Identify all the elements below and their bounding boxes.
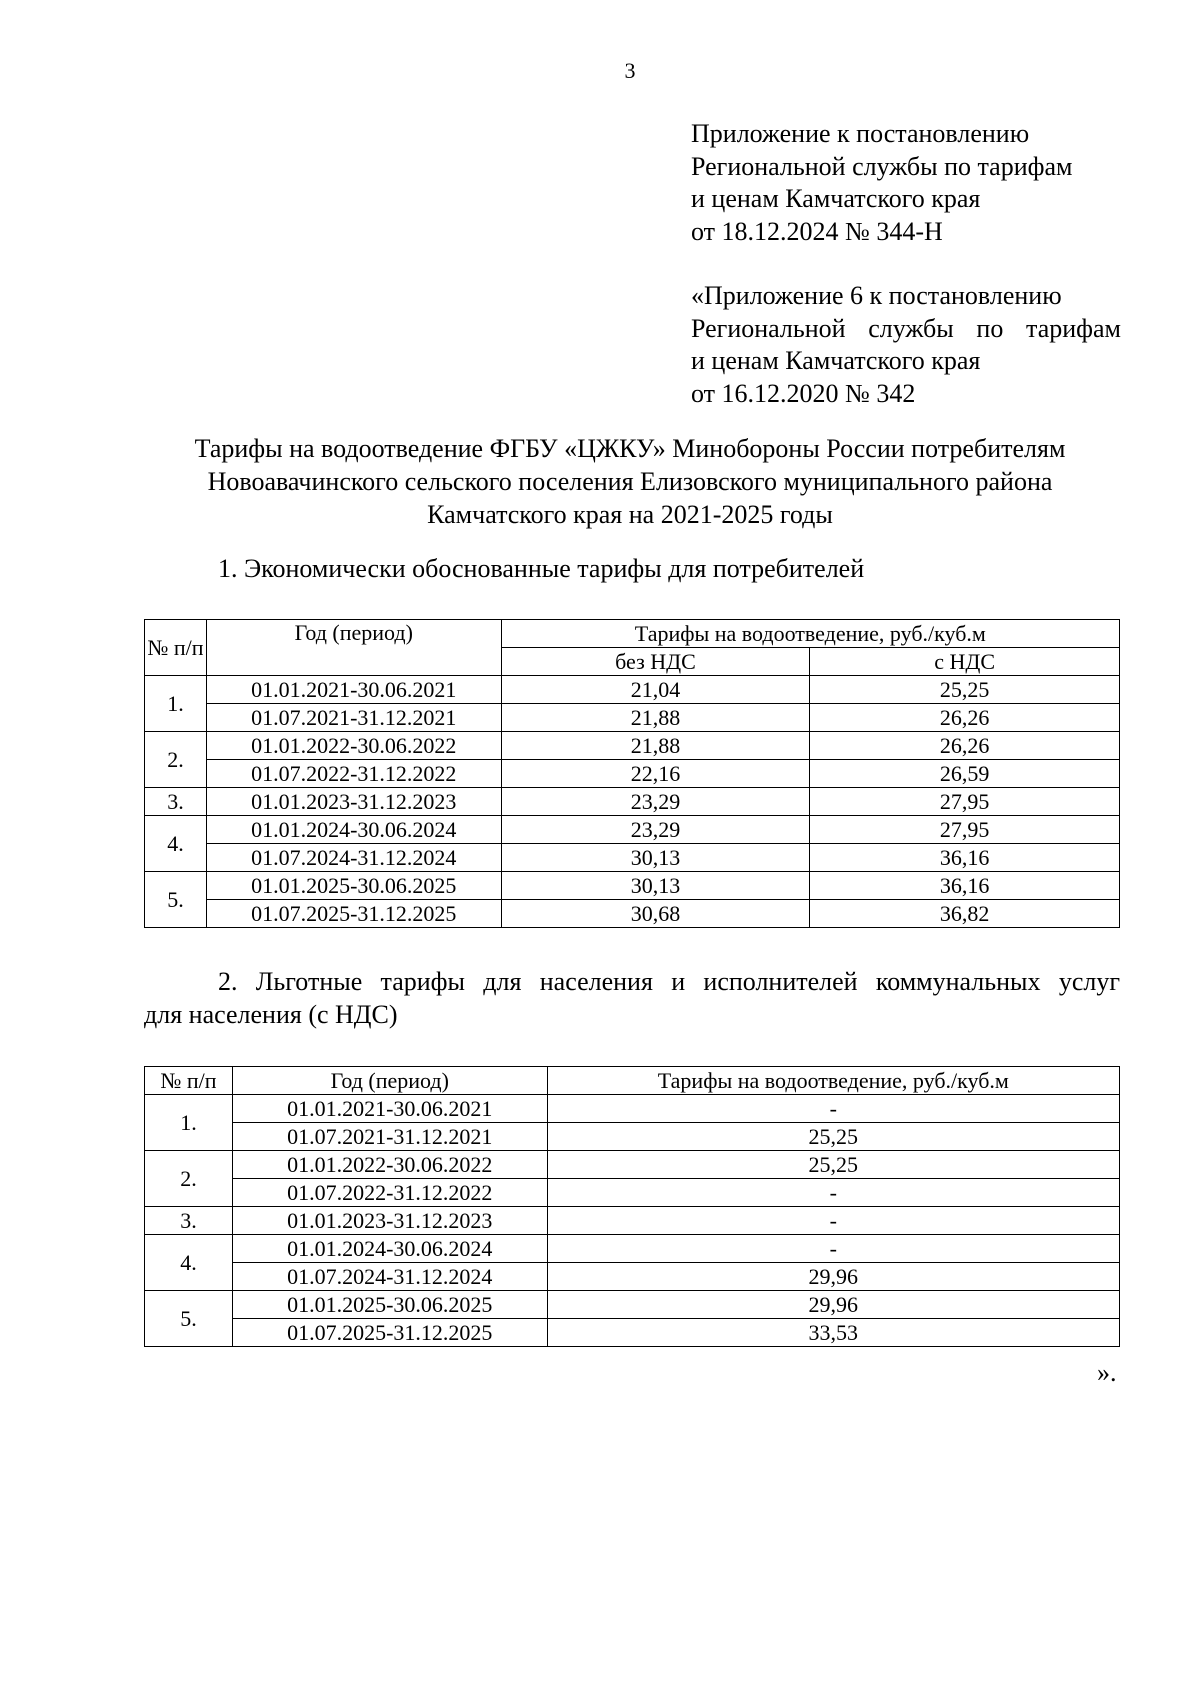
table-header-row xyxy=(145,1067,1120,1095)
document-title xyxy=(140,432,1120,531)
table-row xyxy=(145,1235,1120,1263)
tariff-with-vat-cell: 36,16 xyxy=(810,872,1120,900)
tariff-no-vat-cell: 30,13 xyxy=(501,872,810,900)
table-row xyxy=(145,676,1120,704)
tariff-cell: 25,25 xyxy=(547,1123,1119,1151)
table-header-row xyxy=(145,620,1120,648)
appendix-line: и ценам Камчатского края xyxy=(691,184,981,213)
period-cell: 01.07.2025-31.12.2025 xyxy=(232,1319,547,1347)
appendix-original xyxy=(691,280,1121,410)
appendix-line: Приложение к постановлению xyxy=(691,119,1030,148)
tariff-cell: 33,53 xyxy=(547,1319,1119,1347)
preferential-tariffs-table xyxy=(144,1066,1120,1347)
row-number: 2. xyxy=(145,1151,233,1207)
table-row xyxy=(145,732,1120,760)
table-row xyxy=(145,760,1120,788)
tariff-no-vat-cell: 21,88 xyxy=(501,732,810,760)
tariff-with-vat-cell: 26,26 xyxy=(810,732,1120,760)
row-number: 1. xyxy=(145,676,207,732)
header-no-vat: без НДС xyxy=(501,648,810,676)
tariff-cell: - xyxy=(547,1179,1119,1207)
tariff-no-vat-cell: 22,16 xyxy=(501,760,810,788)
page-number: 3 xyxy=(624,58,636,83)
header-num: № п/п xyxy=(145,620,207,676)
appendix-line: от 16.12.2020 № 342 xyxy=(691,378,916,408)
table-row xyxy=(145,816,1120,844)
economic-tariffs-table xyxy=(144,619,1120,928)
section2-heading-line: для населения (с НДС) xyxy=(144,1000,398,1029)
table-row xyxy=(145,1291,1120,1319)
table-row xyxy=(145,900,1120,928)
row-number: 4. xyxy=(145,816,207,872)
section1-heading: 1. Экономически обоснованные тарифы для потребителей xyxy=(218,554,865,583)
title-line: Новоавачинского сельского поселения Елизовского муниципального района xyxy=(207,467,1053,496)
tariff-no-vat-cell: 21,88 xyxy=(501,704,810,732)
tariff-cell: - xyxy=(547,1095,1119,1123)
row-number: 3. xyxy=(145,1207,233,1235)
period-cell: 01.07.2024-31.12.2024 xyxy=(206,844,501,872)
tariff-with-vat-cell: 26,59 xyxy=(810,760,1120,788)
tariff-with-vat-cell: 36,82 xyxy=(810,900,1120,928)
tariff-no-vat-cell: 21,04 xyxy=(501,676,810,704)
period-cell: 01.01.2024-30.06.2024 xyxy=(206,816,501,844)
header-with-vat: с НДС xyxy=(810,648,1120,676)
appendix-current xyxy=(691,118,1072,248)
table-row xyxy=(145,1123,1120,1151)
tariff-no-vat-cell: 23,29 xyxy=(501,788,810,816)
row-number: 3. xyxy=(145,788,207,816)
row-number: 5. xyxy=(145,1291,233,1347)
period-cell: 01.07.2021-31.12.2021 xyxy=(206,704,501,732)
tariff-cell: 29,96 xyxy=(547,1291,1119,1319)
period-cell: 01.01.2021-30.06.2021 xyxy=(206,676,501,704)
table-row xyxy=(145,788,1120,816)
tariff-cell: - xyxy=(547,1207,1119,1235)
row-number: 2. xyxy=(145,732,207,788)
appendix-line: «Приложение 6 к постановлению xyxy=(691,281,1062,310)
title-line: Тарифы на водоотведение ФГБУ «ЦЖКУ» Минобороны России потребителям xyxy=(194,434,1066,463)
tariff-no-vat-cell: 23,29 xyxy=(501,816,810,844)
appendix-line: и ценам Камчатского края xyxy=(691,346,981,375)
table-row xyxy=(145,1319,1120,1347)
title-line: Камчатского края на 2021-2025 годы xyxy=(427,500,833,529)
section2-heading-line: 2. Льготные тарифы для населения и исполнителей коммунальных услуг xyxy=(218,967,1120,996)
tariff-with-vat-cell: 36,16 xyxy=(810,844,1120,872)
period-cell: 01.07.2021-31.12.2021 xyxy=(232,1123,547,1151)
period-cell: 01.01.2022-30.06.2022 xyxy=(206,732,501,760)
table-row xyxy=(145,1179,1120,1207)
appendix-line: от 18.12.2024 № 344-Н xyxy=(691,216,943,246)
period-cell: 01.07.2022-31.12.2022 xyxy=(232,1179,547,1207)
appendix-line: Региональной службы по тарифам xyxy=(691,151,1073,181)
section2-heading xyxy=(144,965,1120,1031)
tariff-cell: 29,96 xyxy=(547,1263,1119,1291)
tariff-with-vat-cell: 26,26 xyxy=(810,704,1120,732)
tariff-no-vat-cell: 30,68 xyxy=(501,900,810,928)
period-cell: 01.01.2025-30.06.2025 xyxy=(206,872,501,900)
period-cell: 01.07.2024-31.12.2024 xyxy=(232,1263,547,1291)
period-cell: 01.01.2023-31.12.2023 xyxy=(232,1207,547,1235)
appendix-line: Региональной службы по тарифам xyxy=(691,313,1121,343)
table-row xyxy=(145,704,1120,732)
header-period: Год (период) xyxy=(206,620,501,676)
row-number: 1. xyxy=(145,1095,233,1151)
period-cell: 01.01.2023-31.12.2023 xyxy=(206,788,501,816)
table-row xyxy=(145,844,1120,872)
tariff-no-vat-cell: 30,13 xyxy=(501,844,810,872)
period-cell: 01.01.2021-30.06.2021 xyxy=(232,1095,547,1123)
row-number: 5. xyxy=(145,872,207,928)
header-tariffs: Тарифы на водоотведение, руб./куб.м xyxy=(501,620,1119,648)
period-cell: 01.01.2024-30.06.2024 xyxy=(232,1235,547,1263)
tariff-cell: 25,25 xyxy=(547,1151,1119,1179)
period-cell: 01.01.2022-30.06.2022 xyxy=(232,1151,547,1179)
table-row xyxy=(145,1151,1120,1179)
tariff-with-vat-cell: 27,95 xyxy=(810,816,1120,844)
period-cell: 01.07.2025-31.12.2025 xyxy=(206,900,501,928)
table-row xyxy=(145,1207,1120,1235)
period-cell: 01.07.2022-31.12.2022 xyxy=(206,760,501,788)
header-num: № п/п xyxy=(145,1067,233,1095)
header-tariffs: Тарифы на водоотведение, руб./куб.м xyxy=(547,1067,1119,1095)
closing-quote: ». xyxy=(1097,1358,1117,1387)
tariff-with-vat-cell: 27,95 xyxy=(810,788,1120,816)
row-number: 4. xyxy=(145,1235,233,1291)
table-row xyxy=(145,872,1120,900)
tariff-cell: - xyxy=(547,1235,1119,1263)
header-period: Год (период) xyxy=(232,1067,547,1095)
tariff-with-vat-cell: 25,25 xyxy=(810,676,1120,704)
table-row xyxy=(145,1095,1120,1123)
table-row xyxy=(145,1263,1120,1291)
period-cell: 01.01.2025-30.06.2025 xyxy=(232,1291,547,1319)
